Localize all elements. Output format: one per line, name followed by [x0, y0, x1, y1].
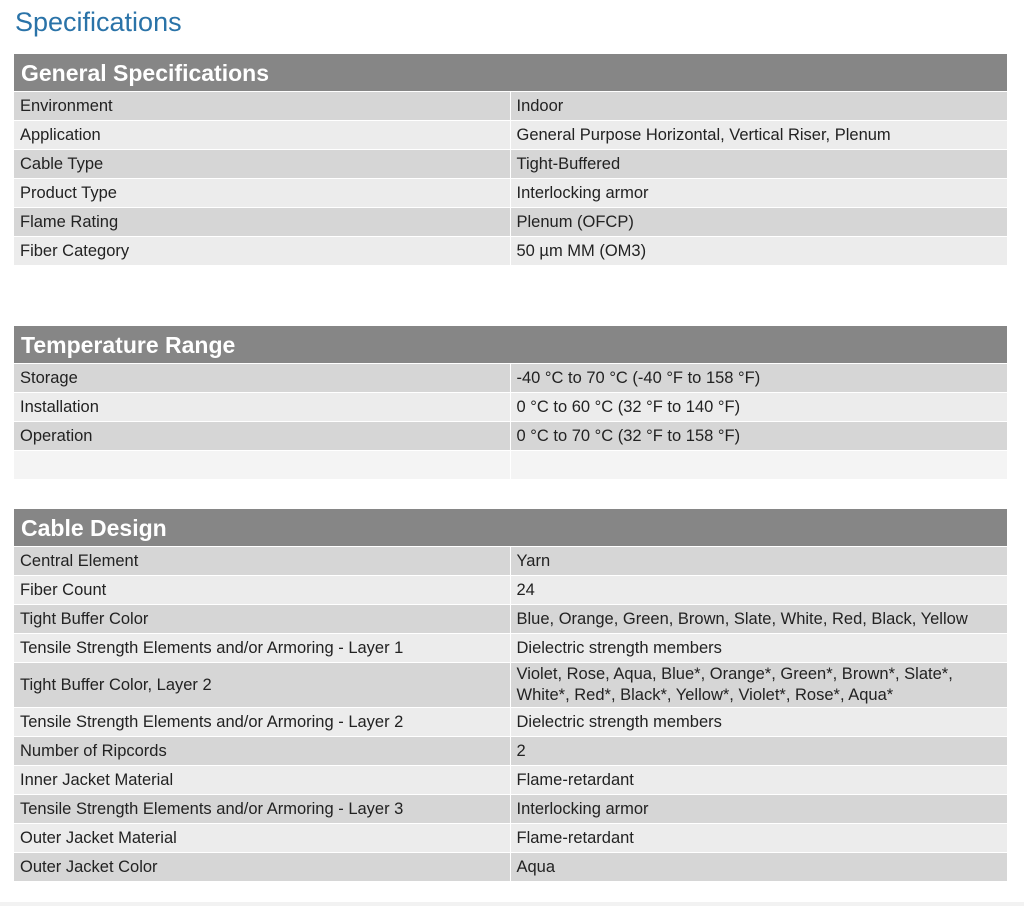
spec-value: Aqua	[511, 853, 1008, 881]
spec-label: Central Element	[14, 547, 510, 575]
spec-label: Fiber Category	[14, 237, 510, 265]
spec-value: General Purpose Horizontal, Vertical Riser, Plenum	[511, 121, 1008, 149]
empty-cell	[511, 451, 1008, 479]
table-row	[14, 237, 1007, 265]
table-row	[14, 393, 1007, 421]
spec-value: Violet, Rose, Aqua, Blue*, Orange*, Green*, Brown*, Slate*, White*, Red*, Black*, Yellow*, Violet*, Rose*, Aqua*	[511, 663, 1008, 707]
spec-value: Dielectric strength members	[511, 708, 1008, 736]
spec-value: 0 °C to 70 °C (32 °F to 158 °F)	[511, 422, 1008, 450]
table-row	[14, 795, 1007, 823]
spec-value: Blue, Orange, Green, Brown, Slate, White, Red, Black, Yellow	[511, 605, 1008, 633]
spec-value: Tight-Buffered	[511, 150, 1008, 178]
table-row	[14, 853, 1007, 881]
spec-value: 2	[511, 737, 1008, 765]
table-row	[14, 634, 1007, 662]
spec-value: Interlocking armor	[511, 179, 1008, 207]
spec-label: Tight Buffer Color, Layer 2	[14, 663, 510, 707]
spec-value: 50 µm MM (OM3)	[511, 237, 1008, 265]
table-row-empty	[14, 451, 1007, 479]
cable-design-section	[14, 509, 1007, 882]
spec-value: Flame-retardant	[511, 824, 1008, 852]
spec-label: Tensile Strength Elements and/or Armoring - Layer 3	[14, 795, 510, 823]
table-row	[14, 547, 1007, 575]
table-row	[14, 708, 1007, 736]
general-specifications-section	[14, 54, 1007, 266]
spec-label: Installation	[14, 393, 510, 421]
spec-value: 0 °C to 60 °C (32 °F to 140 °F)	[511, 393, 1008, 421]
spec-label: Outer Jacket Color	[14, 853, 510, 881]
spec-label: Inner Jacket Material	[14, 766, 510, 794]
section-header: Temperature Range	[14, 326, 1007, 363]
spec-label: Flame Rating	[14, 208, 510, 236]
page-bottom-edge	[0, 902, 1024, 906]
table-row	[14, 766, 1007, 794]
spec-value: Yarn	[511, 547, 1008, 575]
spec-value: Dielectric strength members	[511, 634, 1008, 662]
spec-label: Fiber Count	[14, 576, 510, 604]
table-row	[14, 92, 1007, 120]
spec-table	[14, 92, 1007, 265]
table-row	[14, 422, 1007, 450]
table-row	[14, 150, 1007, 178]
spec-label: Cable Type	[14, 150, 510, 178]
spec-value: Interlocking armor	[511, 795, 1008, 823]
spec-label: Product Type	[14, 179, 510, 207]
spec-value: Indoor	[511, 92, 1008, 120]
spec-label: Tight Buffer Color	[14, 605, 510, 633]
spec-label: Storage	[14, 364, 510, 392]
spec-label: Environment	[14, 92, 510, 120]
spec-label: Operation	[14, 422, 510, 450]
table-row	[14, 605, 1007, 633]
empty-cell	[14, 451, 510, 479]
spec-table	[14, 364, 1007, 479]
spec-label: Outer Jacket Material	[14, 824, 510, 852]
spec-label: Application	[14, 121, 510, 149]
table-row	[14, 208, 1007, 236]
page-title: Specifications	[15, 7, 182, 37]
table-row	[14, 364, 1007, 392]
spec-value: 24	[511, 576, 1008, 604]
table-row	[14, 121, 1007, 149]
table-row	[14, 824, 1007, 852]
table-row	[14, 179, 1007, 207]
spec-label: Tensile Strength Elements and/or Armoring - Layer 1	[14, 634, 510, 662]
table-row	[14, 737, 1007, 765]
table-row	[14, 663, 1007, 707]
spec-label: Tensile Strength Elements and/or Armoring - Layer 2	[14, 708, 510, 736]
spec-value: Plenum (OFCP)	[511, 208, 1008, 236]
spec-value: Flame-retardant	[511, 766, 1008, 794]
spec-value: -40 °C to 70 °C (-40 °F to 158 °F)	[511, 364, 1008, 392]
section-header: General Specifications	[14, 54, 1007, 91]
spec-label: Number of Ripcords	[14, 737, 510, 765]
temperature-range-section	[14, 326, 1007, 480]
table-row	[14, 576, 1007, 604]
section-header: Cable Design	[14, 509, 1007, 546]
spec-table	[14, 547, 1007, 881]
